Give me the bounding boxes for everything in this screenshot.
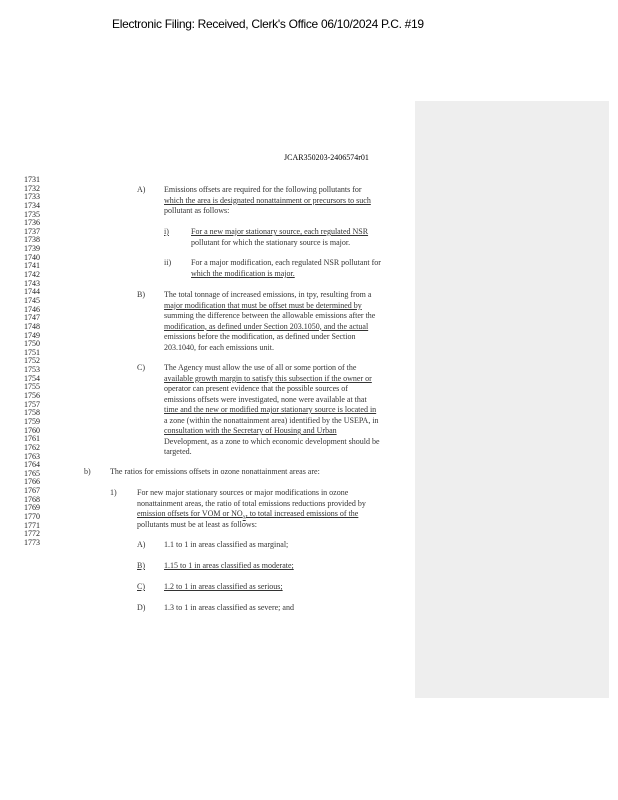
- filing-header: Electronic Filing: Received, Clerk's Office 06/10/2024 P.C. #19: [112, 17, 424, 31]
- line-number: 1755: [24, 382, 40, 392]
- item-B-line: summing the difference between the allowable emissions after the: [164, 311, 376, 320]
- item-1-line: For new major stationary sources or major modifications in ozone: [137, 488, 349, 497]
- ratio-D-text: 1.3 to 1 in areas classified as severe; and: [164, 603, 294, 612]
- line-number: 1738: [24, 235, 40, 245]
- line-number: 1735: [24, 209, 40, 219]
- item-C-line: available growth margin to satisfy this subsection if the owner or: [164, 373, 372, 383]
- line-number: 1744: [24, 287, 40, 297]
- line-number: 1732: [24, 183, 40, 193]
- vom-nox-text: emission offsets for VOM or NO: [137, 509, 243, 518]
- item-C-line: consultation with the Secretary of Housing and Urban: [164, 426, 337, 435]
- line-number: 1748: [24, 321, 40, 331]
- ratio-C-text: 1.2 to 1 in areas classified as serious;: [164, 582, 283, 591]
- line-number: 1771: [24, 520, 40, 530]
- item-Aii-line: which the modification is major.: [191, 268, 295, 278]
- item-A-label: A): [137, 185, 146, 194]
- item-Aii-line: For a major modification, each regulated NSR pollutant for: [191, 258, 381, 267]
- line-number: 1746: [24, 304, 40, 314]
- line-number: 1759: [24, 416, 40, 426]
- item-C-line: emissions offsets were investigated, none were available at that: [164, 394, 367, 404]
- line-number: 1752: [24, 356, 40, 366]
- item-B-line: major modification that must be offset must be determined by: [164, 300, 362, 310]
- ratio-B-label: B): [137, 561, 145, 570]
- item-A-line: pollutant as follows:: [164, 206, 230, 215]
- item-b-label: b): [84, 467, 91, 476]
- item-C-line: targeted.: [164, 447, 192, 456]
- line-number: 1768: [24, 494, 40, 504]
- item-B-line: modification, as defined under Section 203.1050, and the actual: [164, 321, 369, 331]
- ratio-D-label: D): [137, 603, 146, 612]
- item-A-line: Emissions offsets are required for the following pollutants for: [164, 185, 362, 194]
- nox-subscript: x: [242, 514, 246, 521]
- item-Ai-label: i): [164, 227, 169, 236]
- item-A-line: which the area is designated nonattainment or precursors to such: [164, 195, 371, 205]
- item-1-line: pollutants must be at least as follows:: [137, 519, 257, 529]
- item-B-line: emissions before the modification, as defined under Section: [164, 332, 356, 341]
- line-number: 1757: [24, 399, 40, 409]
- item-C-line: operator can present evidence that the possible sources of: [164, 384, 348, 393]
- item-B-label: B): [137, 290, 145, 299]
- line-number: 1770: [24, 511, 40, 521]
- ratio-B-text: 1.15 to 1 in areas classified as moderate;: [164, 561, 294, 570]
- line-number: 1763: [24, 451, 40, 461]
- item-Ai-line: pollutant for which the stationary source is major.: [191, 237, 351, 247]
- line-number: 1733: [24, 192, 40, 202]
- line-number: 1745: [24, 295, 40, 305]
- item-Aii-label: ii): [164, 258, 172, 267]
- line-number: 1761: [24, 434, 40, 444]
- ratio-C-label: C): [137, 582, 145, 591]
- line-number: 1750: [24, 339, 40, 349]
- line-number: 1742: [24, 270, 40, 280]
- line-number: 1767: [24, 486, 40, 496]
- item-Ai-line: For a new major stationary source, each regulated NSR: [191, 227, 369, 236]
- line-number: 1762: [24, 442, 40, 452]
- line-number: 1754: [24, 373, 40, 383]
- item-C-line: Development, as a zone to which economic development should be: [164, 436, 380, 446]
- line-number: 1731: [24, 175, 40, 184]
- line-number: 1743: [24, 278, 40, 288]
- item-B-line: The total tonnage of increased emissions, in tpy, resulting from a: [164, 290, 372, 299]
- line-number: 1766: [24, 477, 40, 487]
- line-number: 1739: [24, 244, 40, 254]
- line-number: 1734: [24, 200, 40, 210]
- line-number: 1736: [24, 218, 40, 228]
- line-number: 1769: [24, 503, 40, 513]
- item-1-line: nonattainment areas, the ratio of total emissions reductions provided by: [137, 498, 366, 508]
- item-C-line: The Agency must allow the use of all or some portion of the: [164, 363, 357, 372]
- comment-margin: [415, 101, 609, 698]
- line-number: 1772: [24, 529, 40, 539]
- ratio-A-text: 1.1 to 1 in areas classified as marginal;: [164, 540, 289, 549]
- item-1-label: 1): [110, 488, 117, 497]
- line-number: 1737: [24, 226, 40, 236]
- line-number: 1741: [24, 261, 40, 271]
- document-id: JCAR350203-2406574r01: [284, 153, 369, 162]
- increased-emissions-text: , to total increased emissions of the: [245, 509, 359, 518]
- line-number: 1749: [24, 330, 40, 340]
- line-number: 1751: [24, 347, 40, 357]
- line-number: 1740: [24, 252, 40, 262]
- line-numbers: [24, 176, 40, 548]
- item-b-line: The ratios for emissions offsets in ozone nonattainment areas are:: [110, 467, 320, 476]
- line-number: 1747: [24, 313, 40, 323]
- line-number: 1773: [24, 537, 40, 547]
- line-number: 1760: [24, 425, 40, 435]
- line-number: 1765: [24, 468, 40, 478]
- item-C-label: C): [137, 363, 145, 372]
- ratio-A-label: A): [137, 540, 146, 549]
- item-C-line: time and the new or modified major stationary source is located in: [164, 405, 377, 414]
- item-C-line: a zone (within the nonattainment area) identified by the USEPA, in: [164, 415, 379, 425]
- line-number: 1758: [24, 408, 40, 418]
- item-B-line: 203.1040, for each emissions unit.: [164, 342, 274, 352]
- line-number: 1756: [24, 391, 40, 401]
- line-number: 1764: [24, 460, 40, 470]
- line-number: 1753: [24, 365, 40, 375]
